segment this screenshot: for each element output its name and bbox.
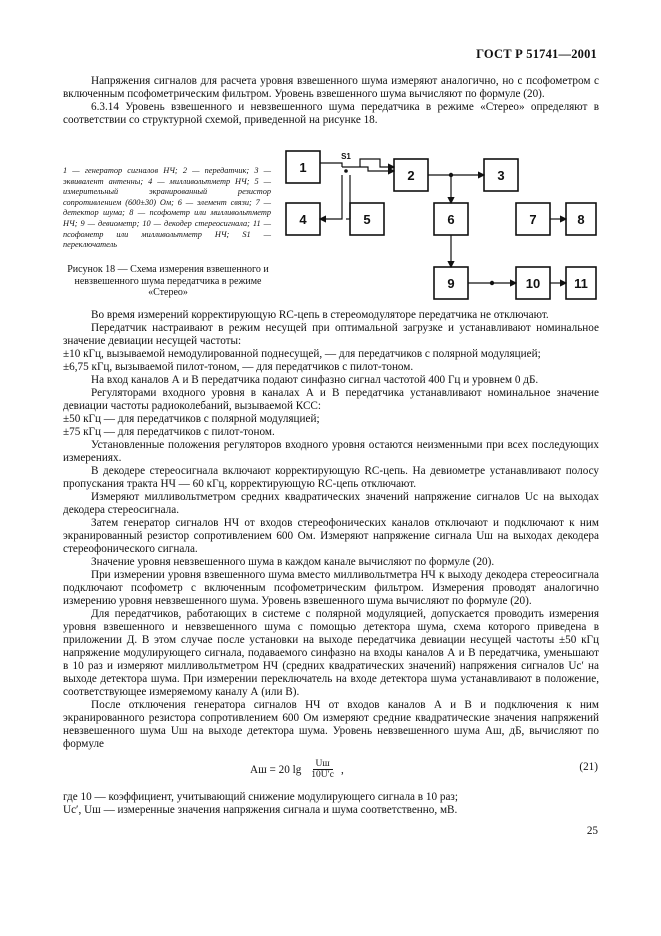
paragraph: Значение уровня невзвешенного шума в каждом канале вычисляют по формуле (20). [91, 556, 495, 568]
document-code: ГОСТ Р 51741—2001 [476, 47, 597, 61]
paragraph: Измеряют милливольтметром средних квадратических значений напряжение сигналов Uс на выходах декодера стереосигнала. [63, 491, 599, 516]
block-label: 7 [529, 212, 537, 227]
formula-numerator: Uш [313, 759, 333, 770]
intro-text [63, 75, 599, 127]
formula-tail: , [340, 763, 344, 776]
paragraph: ±50 кГц — для передатчиков с полярной модуляцией; [63, 413, 320, 425]
block-label: 10 [525, 276, 541, 291]
paragraph: ±6,75 кГц, вызываемой пилот-тоном, — для передатчиков с пилот-тоном. [63, 361, 414, 373]
paragraph: ±75 кГц — для передатчиков с пилот-тоном. [63, 426, 275, 438]
block-label: 9 [447, 276, 455, 291]
paragraph: Для передатчиков, работающих в системе с полярной модуляцией, допускается проводить измерения уровня взвешенного и невзвешенного шума с помощью детектора шума, схема которого приведена в приложении Д. В этом случае после установки на выходе передатчика девиации несущей частоты ±50 кГц напряжение модулирующего сигнала, подаваемого синфазно на входы каналов А и В передатчика, уменьшают в 10 раз и измеряют милливольтметром НЧ (средних квадратических значений) напряжения сигналов Uс′ на выходе детектора шума. При измерении переключатель на входе детектора шума устанавливают в положение, соответствующее измеряемому каналу А (или В). [63, 608, 599, 698]
paragraph: На вход каналов А и В передатчика подают синфазно сигнал частотой 400 Гц и уровнем 0 дБ. [91, 374, 539, 386]
paragraph: Затем генератор сигналов НЧ от входов стереофонических каналов отключают и подключают к ним экранированный резистор сопротивлением 600 Ом. Измеряют напряжение сигнала Uш на выходах декодера стереофонического сигнала. [63, 517, 599, 555]
switch-contact [344, 169, 348, 173]
paragraph: Установленные положения регуляторов входного уровня остаются неизменными при всех последующих измерениях. [63, 439, 599, 464]
block-label: 4 [299, 212, 307, 227]
equation-number: (21) [579, 761, 598, 773]
junction-dot [490, 281, 494, 285]
block-label: 8 [577, 212, 585, 227]
block-label: 2 [407, 168, 415, 183]
figure-legend: 1 — генератор сигналов НЧ; 2 — передатчик; 3 — эквивалент антенны; 4 — милливольтметр НЧ; 5 — измерительный экранированный резистор сопротивлением (600±30) Ом; 6 — элемент связи; 7 — детектор шума; 8 — псофометр или милливольтметр НЧ; 9 — девиометр; 10 — декодер стереосигнала; 11 — псофометр или милливольтметр НЧ; S1 — переключатель [63, 166, 271, 250]
page-number: 25 [586, 825, 598, 837]
where-text [63, 791, 599, 817]
block-label: 11 [574, 276, 588, 291]
paragraph: При измерении уровня взвешенного шума вместо милливольтметра НЧ к выходу декодера стереосигнала подключают псофометр с включенным псофометрическим фильтром. Измерения проводят аналогично измерению уровня невзвешенного шума. Уровень взвешенного шума вычисляют по формуле (20). [63, 569, 599, 607]
body-text [63, 309, 599, 751]
paragraph: Напряжения сигналов для расчета уровня взвешенного шума измеряют аналогично, но с псофометром с включенным псофометрическим фильтром. Уровень взвешенного шума вычисляют по формуле (20). [63, 75, 599, 100]
block-diagram [280, 145, 600, 305]
formula-fraction [308, 759, 337, 780]
formula-denominator: 10U′с [311, 770, 334, 780]
block-label: 5 [363, 212, 371, 227]
switch-label: S1 [341, 152, 351, 161]
where-line: Uс′, Uш — измеренные значения напряжения сигнала и шума соответственно, мВ. [63, 804, 458, 816]
where-line: где 10 — коэффициент, учитывающий снижение модулирующего сигнала в 10 раз; [63, 791, 458, 803]
junction-dot [449, 173, 453, 177]
block-label: 1 [299, 160, 307, 175]
block-label: 6 [447, 212, 455, 227]
paragraph: Во время измерений корректирующую RC-цепь в стереомодуляторе передатчика не отключают. [91, 309, 549, 321]
paragraph: Регуляторами входного уровня в каналах А и В передатчика устанавливают номинальное значение девиации частоты радиоколебаний, вызываемой КСС: [63, 387, 599, 412]
formula-21 [250, 759, 344, 780]
paragraph: После отключения генератора сигналов НЧ от входов каналов А и В и подключения к ним экранированного резистора сопротивлением 600 Ом измеряют средние квадратические значения напряжений невзвешенного шума Uш на выходе детектора шума. Уровень невзвешенного шума Аш, дБ, вычисляют по формуле [63, 699, 599, 750]
figure-caption: Рисунок 18 — Схема измерения взвешенного и невзвешенного шума передатчика в режиме «Стерео» [67, 264, 269, 298]
paragraph: Передатчик настраивают в режим несущей при оптимальной загрузке и устанавливают номинальное значение девиации несущей частоты: [63, 322, 599, 347]
formula-lhs: Аш = 20 lg [250, 763, 302, 776]
paragraph: 6.3.14 Уровень взвешенного и невзвешенного шума передатчика в режиме «Стерео» определяют в соответствии со структурной схемой, приведенной на рисунке 18. [63, 101, 599, 126]
paragraph: В декодере стереосигнала включают корректирующую RC-цепь. На девиометре устанавливают полосу пропускания тракта НЧ — 60 кГц, корректирующую RC-цепь отключают. [63, 465, 599, 490]
paragraph: ±10 кГц, вызываемой немодулированной поднесущей, — для передатчиков с полярной модуляцией; [63, 348, 541, 360]
block-label: 3 [497, 168, 505, 183]
